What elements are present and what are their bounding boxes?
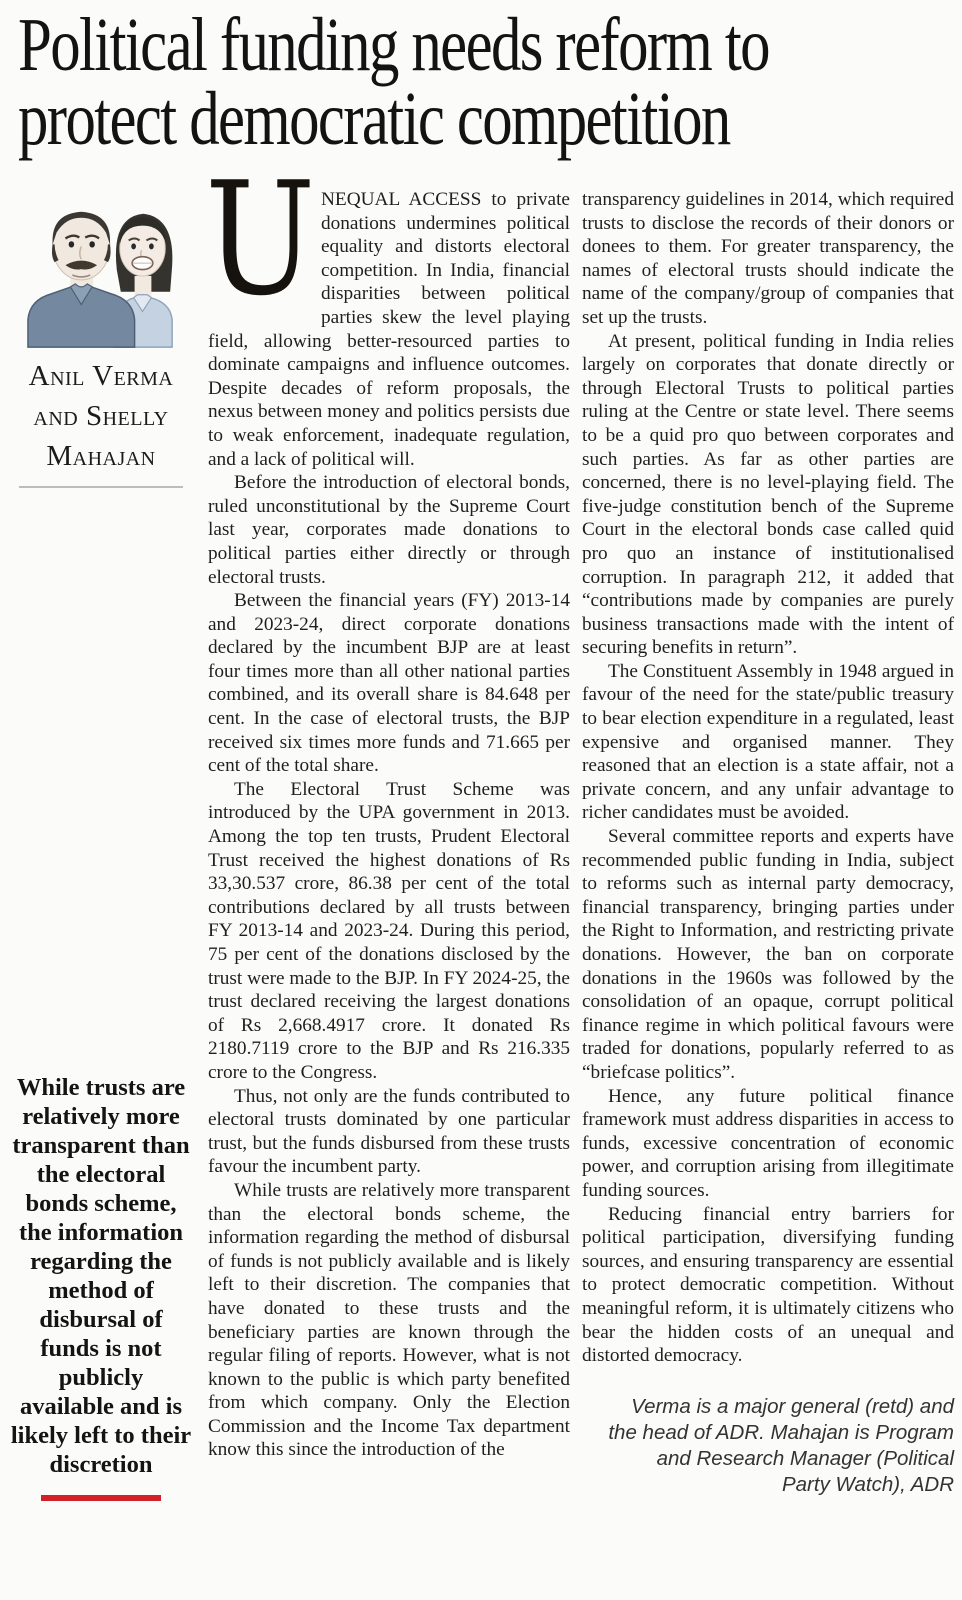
- article-column-1: [205, 148, 570, 1588]
- body-paragraph: Thus, not only are the funds contributed to electoral trusts dominated by one particular trust, but the funds disbursed from these trusts favour the incumbent party.: [208, 1085, 570, 1178]
- authors-portrait-illustration: [24, 200, 182, 348]
- article-headline: [18, 3, 962, 161]
- headline-line-2: protect democratic competition: [18, 77, 730, 161]
- body-paragraph: The Constituent Assembly in 1948 argued in favour of the need for the state/public treasury to bear election expenditure in a regulated, least expensive and organised manner. They reasoned that an election is a state affair, not a private concern, and any unfair advantage to richer candidates must be avoided.: [582, 660, 954, 824]
- article-column-2: [582, 188, 954, 1588]
- body-paragraph: While trusts are relatively more transparent than the electoral bonds scheme, the information regarding the method of disbursal of funds is not publicly available and is likely left to their discretion. The companies that have donated to these trusts and the beneficiary parties are known through the regular filing of reports. However, what is not known to the public is which party benefited from which company. Only the Election Commission and the Income Tax department know this since the introduction of the: [208, 1179, 570, 1461]
- headline-line-1: Political funding needs reform to: [18, 3, 769, 87]
- body-paragraph: Reducing financial entry barriers for political participation, diversifying funding sources, and ensuring transparency are essential to protect democratic competition. Without meaningful reform, it is ultimately citizens who bear the hidden costs of an unequal and distorted democracy.: [582, 1203, 954, 1367]
- drop-cap: [205, 148, 316, 330]
- author-bio: Verma is a major general (retd) and the head of ADR. Mahajan is Program and Research Manager (Political Party Watch), ADR: [608, 1394, 954, 1496]
- body-paragraph: Hence, any future political finance framework must address disparities in access to funds, excessive concentration of economic power, and corruption arising from illegitimate funding sources.: [582, 1085, 954, 1201]
- author-rail: [8, 188, 194, 1588]
- byline-name-line: and Shelly: [33, 400, 169, 432]
- pull-quote-text: While trusts are relatively more transparent than the electoral bonds scheme, the information regarding the method of disbursal of funds is not publicly available and is likely left to their discretion: [10, 1074, 192, 1478]
- body-paragraph: Between the financial years (FY) 2013-14 and 2023-24, direct corporate donations declared by the incumbent BJP are at least four times more than all other national parties combined, and its overall share is 84.648 per cent. In the case of electoral trusts, the BJP received six times more funds and 71.665 per cent of the total share.: [208, 590, 570, 777]
- body-paragraph: The Electoral Trust Scheme was introduced by the UPA government in 2013. Among the top ten trusts, Prudent Electoral Trust received the highest donations of Rs 33,30.537 crore, 86.38 per cent of the total contributions declared by all trusts between FY 2013-14 and 2023-24. During this period, 75 per cent of the donations disclosed by the trust were made to the BJP. In FY 2024-25, the trust declared receiving the largest donations of Rs 2,668.4917 crore. It donated Rs 2180.7119 crore to the BJP and Rs 216.335 crore to the Congress.: [208, 778, 570, 1083]
- body-paragraph: At present, political funding in India relies largely on corporates that donate directly or through Electoral Trusts to political parties ruling at the Centre or state level. There seems to be a quid pro quo between corporates and such parties. As far as other parties are concerned, there is no level-playing field. The five-judge constitution bench of the Supreme Court in the electoral bonds case called quid pro quo an instance of institutionalised corruption. In paragraph 212, it added that “contributions made by companies are purely business transactions made with the intent of securing benefits in return”.: [582, 330, 954, 659]
- pull-quote: [8, 1073, 194, 1501]
- byline-name-line: Anil Verma: [28, 360, 174, 392]
- article-body: [8, 148, 958, 1588]
- byline: [8, 356, 194, 476]
- lead-paragraph: [205, 148, 570, 471]
- body-paragraph: Before the introduction of electoral bonds, ruled unconstitutional by the Supreme Court last year, corporates made donations to political parties either directly or through electoral trusts.: [208, 472, 570, 588]
- byline-divider: [19, 486, 183, 488]
- body-paragraph: Several committee reports and experts have recommended public funding in India, subject to reforms such as internal party democracy, financial transparency, bringing parties under the Right to Information, and restricting private donations. However, the ban on corporate donations in the 1960s was followed by the consolidation of an opaque, corrupt political finance regime in which political favours were traded for donations, popularly referred to as “briefcase politics”.: [582, 826, 954, 1083]
- byline-name-line: Mahajan: [46, 440, 156, 472]
- drop-cap-letter: U: [205, 148, 316, 330]
- lead-paragraph-text: NEQUAL ACCESS to private donations undermines political equality and distorts electoral competition. In India, financial disparities between political parties skew the level playing field, allowing better-resourced parties to dominate campaigns and influence outcomes. Despite decades of reform proposals, the nexus between money and politics persists due to weak enforcement, inadequate regulation, and a lack of political will.: [208, 189, 570, 470]
- body-paragraph: transparency guidelines in 2014, which required trusts to disclose the records of their donors or donees to them. For greater transparency, the names of electoral trusts should indicate the name of the company/group of companies that set up the trusts.: [582, 189, 954, 328]
- pull-quote-accent-rule: [41, 1495, 161, 1501]
